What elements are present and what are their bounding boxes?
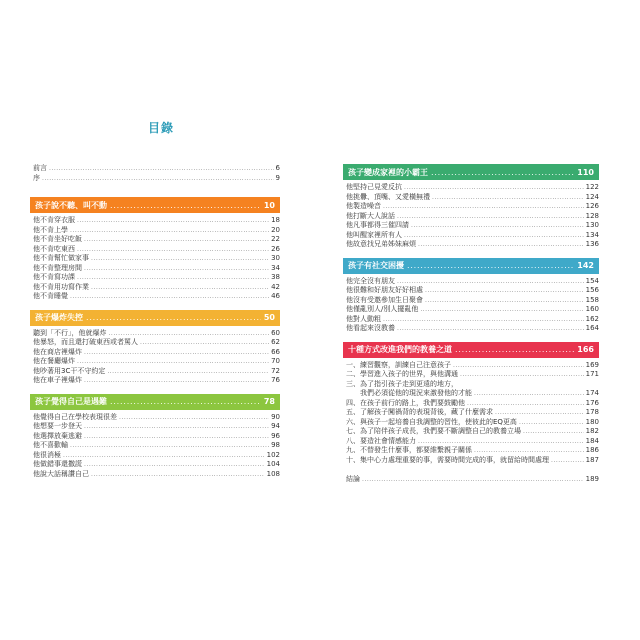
toc-leader-dots — [383, 315, 584, 325]
chapter-banner[interactable] — [343, 258, 599, 274]
toc-entry-page: 134 — [585, 230, 599, 239]
toc-entry-page: 72 — [271, 366, 280, 375]
toc-entry-page: 160 — [585, 305, 599, 313]
toc-entry-page: 76 — [271, 376, 280, 384]
toc-entry-page: 162 — [585, 314, 599, 323]
toc-entry-page: 187 — [585, 455, 599, 464]
toc-entry-page: 42 — [271, 282, 280, 291]
toc-entry-label: 他不肯睡覺 — [33, 292, 68, 300]
toc-leader-dots — [70, 292, 269, 302]
toc-entry[interactable] — [343, 446, 599, 456]
toc-entry-page: 9 — [275, 173, 280, 182]
toc-entry[interactable] — [30, 264, 280, 274]
toc-chapter-section — [30, 310, 280, 386]
page-title: 目錄 — [148, 121, 175, 135]
toc-entry-label: 序 — [33, 173, 40, 182]
toc-chapter-section — [30, 394, 280, 480]
toc-entry-label: 他製造噪音 — [346, 202, 381, 210]
toc-entry-page: 104 — [266, 460, 280, 468]
toc-entry-label: 他僅亂別人/別人擺亂他 — [346, 305, 419, 313]
toc-entry-page: 171 — [585, 370, 599, 378]
toc-entry-label: 八、要造社會情感能力 — [346, 436, 416, 445]
chapter-banner[interactable] — [343, 164, 599, 180]
toc-entry-label: 前言 — [33, 164, 47, 172]
toc-entry-page: 182 — [585, 427, 599, 435]
toc-entry[interactable] — [30, 357, 280, 367]
toc-entry[interactable] — [343, 408, 599, 418]
toc-entry[interactable] — [343, 475, 599, 485]
toc-leader-dots — [495, 408, 584, 418]
toc-entry-page: 102 — [266, 450, 280, 459]
toc-leader-dots — [425, 286, 584, 296]
toc-entry-label: 他吵著用3C干不守約定 — [33, 366, 106, 375]
toc-entry[interactable] — [343, 315, 599, 325]
toc-entry-page: 6 — [275, 164, 280, 172]
toc-entry-page: 164 — [585, 324, 599, 332]
toc-entry-label: 他不肯整理房間 — [33, 263, 82, 272]
toc-leader-dots — [70, 226, 269, 236]
toc-entry-page: 189 — [585, 475, 599, 483]
toc-entry[interactable] — [343, 456, 599, 466]
toc-leader-dots — [404, 183, 584, 193]
toc-entry-page: 178 — [585, 408, 599, 416]
toc-entry-label: 十、集中心力處理重要的事，需要時間完成的事，就留給時間處理 — [346, 455, 549, 464]
toc-entry-page: 169 — [585, 360, 599, 369]
toc-entry-label: 結論 — [346, 475, 360, 483]
toc-entry-page: 154 — [585, 276, 599, 285]
chapter-title: 孩子說不聽、叫不動 — [35, 200, 107, 210]
toc-leader-dots — [362, 475, 584, 485]
toc-entry-page: 130 — [585, 221, 599, 229]
toc-entry-label: 七、為了陪伴孩子成長，我們要不斷調整自己的教養立場 — [346, 427, 521, 435]
toc-entry[interactable] — [343, 399, 599, 409]
toc-leader-dots — [519, 418, 584, 428]
toc-entry[interactable] — [30, 226, 280, 236]
toc-leader-dots — [140, 338, 269, 348]
toc-entry-page: 126 — [585, 202, 599, 210]
chapter-page: 166 — [577, 345, 594, 354]
toc-leader-dots — [418, 437, 584, 447]
toc-entry-page: 62 — [271, 338, 280, 346]
toc-entry[interactable] — [343, 240, 599, 250]
toc-entry-page: 22 — [271, 235, 280, 243]
toc-leader-dots — [397, 212, 584, 222]
toc-entry-page: 122 — [585, 183, 599, 191]
toc-entry[interactable] — [30, 174, 280, 184]
toc-entry[interactable] — [30, 292, 280, 302]
toc-leader-dots — [84, 422, 269, 432]
toc-right-column — [343, 164, 599, 485]
toc-entry-label: 六、與孩子一起培養自我調整的習性，使彼此的EQ更高 — [346, 417, 517, 426]
toc-leader-dots — [84, 348, 269, 358]
toc-entry[interactable] — [343, 212, 599, 222]
toc-leader-dots — [418, 240, 584, 250]
toc-entry[interactable] — [30, 470, 280, 480]
chapter-banner[interactable] — [30, 310, 280, 326]
toc-leader-dots — [91, 254, 269, 264]
toc-entry[interactable] — [30, 441, 280, 451]
toc-entry[interactable] — [30, 283, 280, 293]
toc-entry-page: 108 — [266, 469, 280, 478]
toc-entry[interactable] — [30, 216, 280, 226]
chapter-banner[interactable] — [343, 342, 599, 358]
chapter-page: 50 — [263, 313, 275, 322]
chapter-page: 110 — [577, 167, 594, 177]
toc-entry[interactable] — [343, 389, 599, 399]
chapter-page: 142 — [577, 261, 594, 270]
toc-entry[interactable] — [343, 380, 599, 390]
toc-entry[interactable] — [343, 427, 599, 437]
toc-back-matter — [343, 475, 599, 485]
toc-leader-dots — [77, 245, 269, 255]
toc-leader-dots — [420, 305, 583, 315]
toc-entry-label: 他不喜歡輸 — [33, 441, 68, 449]
toc-entry[interactable] — [343, 437, 599, 447]
toc-entry-label: 他不肯幫忙做家事 — [33, 254, 89, 262]
toc-leader-dots — [77, 357, 269, 367]
toc-entry-label: 五、了解孩子闖禍背的表現背後，藏了什麼需求 — [346, 408, 493, 416]
chapter-leader-dots — [431, 168, 574, 177]
toc-entry-page: 176 — [585, 398, 599, 407]
toc-entry[interactable] — [343, 324, 599, 334]
toc-entry-label: 他做錯事還撒謊 — [33, 460, 82, 468]
toc-entry-label: 他在商店裡爆炸 — [33, 347, 82, 356]
chapter-leader-dots — [407, 261, 574, 270]
toc-entry-label: 他不肯寫功課 — [33, 273, 75, 281]
toc-entry-label: 他故意找兄弟姊妹麻煩 — [346, 240, 416, 248]
toc-entry-label: 他想要一步登天 — [33, 422, 82, 430]
toc-entry[interactable] — [343, 418, 599, 428]
toc-entry-page: 26 — [271, 244, 280, 253]
toc-leader-dots — [460, 370, 584, 380]
toc-leader-dots — [432, 193, 584, 203]
toc-leader-dots — [119, 413, 269, 423]
chapter-banner[interactable] — [30, 197, 280, 213]
chapter-title: 孩子變成家裡的小霸王 — [348, 167, 428, 177]
toc-entry-label: 他暴怒，而且還打破東西或者罵人 — [33, 338, 138, 346]
toc-entry-page: 18 — [271, 216, 280, 224]
toc-entry-page: 184 — [585, 436, 599, 445]
toc-entry-page: 124 — [585, 192, 599, 201]
toc-leader-dots — [84, 432, 269, 442]
toc-front-matter — [30, 164, 280, 183]
toc-leader-dots — [397, 277, 584, 287]
toc-chapter-section — [343, 342, 599, 466]
toc-entry-label: 他堅持己見愛反抗 — [346, 183, 402, 191]
toc-entry-label: 他選擇放棄逃避 — [33, 431, 82, 440]
toc-entry-label: 二、學習進入孩子的世界，與他溝通 — [346, 370, 458, 378]
toc-entry-page: 186 — [585, 446, 599, 454]
toc-entry-page: 66 — [271, 347, 280, 356]
toc-leader-dots — [84, 376, 269, 386]
toc-entry-label: 四、在孩子前行的路上，我們要鼓勵他 — [346, 398, 465, 407]
toc-leader-dots — [91, 470, 265, 480]
chapter-leader-dots — [110, 201, 261, 210]
toc-entry[interactable] — [30, 376, 280, 386]
toc-entry-page: 46 — [271, 292, 280, 300]
toc-entry-page: 70 — [271, 357, 280, 365]
toc-leader-dots — [404, 231, 584, 241]
toc-entry[interactable] — [343, 202, 599, 212]
toc-entry-page: 20 — [271, 225, 280, 234]
toc-entry-label: 他打斷大人說話 — [346, 211, 395, 220]
toc-entry-page: 96 — [271, 431, 280, 440]
toc-entry-label: 聽到「不行」，他就爆炸 — [33, 328, 107, 337]
toc-entry-label: 他覺得自己在學校表現很差 — [33, 412, 117, 421]
chapter-title: 孩子有社交困擾 — [348, 261, 404, 270]
toc-entry-label: 他沒有受邀參加生日聚會 — [346, 295, 423, 304]
toc-leader-dots — [474, 389, 584, 399]
chapter-page: 78 — [263, 397, 275, 406]
toc-entry-label: 我們必須從他的現況來激發他的才能 — [346, 389, 472, 397]
toc-entry-label: 一、練習觀察，訓練自己注意孩子 — [346, 360, 451, 369]
toc-leader-dots — [107, 367, 269, 377]
toc-leader-dots — [467, 399, 584, 409]
toc-entry[interactable] — [30, 460, 280, 470]
toc-entry-label: 他凡事都得三催四請 — [346, 221, 409, 229]
toc-chapter-section — [30, 197, 280, 302]
toc-entry[interactable] — [343, 183, 599, 193]
toc-entry[interactable] — [30, 254, 280, 264]
toc-leader-dots — [70, 441, 269, 451]
toc-entry[interactable] — [343, 221, 599, 231]
toc-entry[interactable] — [30, 338, 280, 348]
toc-entry[interactable] — [30, 235, 280, 245]
toc-leader-dots — [397, 324, 584, 334]
toc-entry-label: 他很難和好朋友好好相處 — [346, 286, 423, 294]
toc-entry-label: 他不肯穿衣服 — [33, 216, 75, 224]
toc-entry[interactable] — [30, 432, 280, 442]
toc-entry-page: 128 — [585, 211, 599, 220]
toc-entry[interactable] — [343, 361, 599, 371]
toc-entry-label: 他看起來沒教養 — [346, 324, 395, 332]
chapter-leader-dots — [455, 345, 574, 354]
toc-entry-label: 他完全沒有朋友 — [346, 276, 395, 285]
toc-entry-page: 156 — [585, 286, 599, 294]
toc-leader-dots — [77, 216, 269, 226]
toc-entry-label: 他在車子裡爆炸 — [33, 376, 82, 384]
toc-left-column — [30, 164, 280, 479]
toc-entry-label: 他挑釁、頂嘴、又愛橫無禮 — [346, 192, 430, 201]
chapter-title: 孩子覺得自己是遇難 — [35, 397, 107, 406]
chapter-page: 10 — [263, 200, 275, 210]
toc-entry-label: 他不肯用功寫作業 — [33, 282, 89, 291]
toc-entry[interactable] — [343, 277, 599, 287]
toc-entry[interactable] — [30, 413, 280, 423]
toc-entry-label: 三、為了指引孩子走到更遠的地方， — [346, 379, 458, 388]
toc-leader-dots — [49, 164, 274, 174]
toc-leader-dots — [411, 221, 584, 231]
chapter-banner[interactable] — [30, 394, 280, 410]
toc-leader-dots — [109, 329, 270, 339]
toc-entry-page: 38 — [271, 273, 280, 281]
toc-entry-label: 九、不替發生什麼事，都要維繫親子關係 — [346, 446, 472, 454]
toc-entry-page: 158 — [585, 295, 599, 304]
toc-entry[interactable] — [343, 305, 599, 315]
toc-leader-dots — [84, 264, 269, 274]
toc-entry[interactable] — [343, 231, 599, 241]
chapter-leader-dots — [110, 397, 261, 406]
toc-entry-page: 98 — [271, 441, 280, 449]
toc-entry-page: 136 — [585, 240, 599, 248]
toc-entry-label: 他在餐廳爆炸 — [33, 357, 75, 365]
toc-leader-dots — [63, 451, 265, 461]
toc-entry[interactable] — [30, 164, 280, 174]
toc-entry-page: 174 — [585, 389, 599, 397]
toc-leader-dots — [42, 174, 274, 184]
chapter-leader-dots — [86, 313, 261, 322]
toc-entry-page: 94 — [271, 422, 280, 430]
toc-leader-dots — [91, 283, 269, 293]
toc-entry-page: 34 — [271, 263, 280, 272]
toc-leader-dots — [84, 460, 265, 470]
toc-entry-label: 他很消極 — [33, 450, 61, 459]
chapter-title: 十種方式改進我們的教養之道 — [348, 345, 452, 354]
toc-leader-dots — [523, 427, 584, 437]
toc-leader-dots — [551, 456, 584, 466]
toc-entry[interactable] — [30, 329, 280, 339]
toc-leader-dots — [77, 273, 269, 283]
toc-entry-label: 他叫醒家裡所有人 — [346, 230, 402, 239]
toc-entry-page: 30 — [271, 254, 280, 262]
toc-entry-label: 他不肯坐好吃飯 — [33, 235, 82, 243]
toc-entry-label: 他對人動粗 — [346, 314, 381, 323]
toc-entry-label: 他說大話稱讚自己 — [33, 469, 89, 478]
toc-entry-page: 90 — [271, 412, 280, 421]
toc-entry[interactable] — [343, 296, 599, 306]
toc-chapter-section — [343, 164, 599, 250]
toc-leader-dots — [84, 235, 269, 245]
toc-entry[interactable] — [30, 422, 280, 432]
chapter-title: 孩子爆炸失控 — [35, 313, 83, 322]
toc-entry-page: 60 — [271, 328, 280, 337]
toc-entry[interactable] — [30, 348, 280, 358]
toc-leader-dots — [453, 361, 584, 371]
toc-entry[interactable] — [30, 245, 280, 255]
toc-entry[interactable] — [30, 367, 280, 377]
toc-leader-dots — [474, 446, 584, 456]
toc-entry[interactable] — [30, 451, 280, 461]
toc-entry[interactable] — [343, 286, 599, 296]
toc-chapter-section — [343, 258, 599, 334]
toc-leader-dots — [383, 202, 584, 212]
toc-entry[interactable] — [343, 193, 599, 203]
toc-entry[interactable] — [343, 370, 599, 380]
toc-entry[interactable] — [30, 273, 280, 283]
toc-entry-label: 他不肯上學 — [33, 225, 68, 234]
toc-entry-page: 180 — [585, 417, 599, 426]
toc-entry-label: 他不肯吃東西 — [33, 244, 75, 253]
toc-leader-dots — [425, 296, 584, 306]
